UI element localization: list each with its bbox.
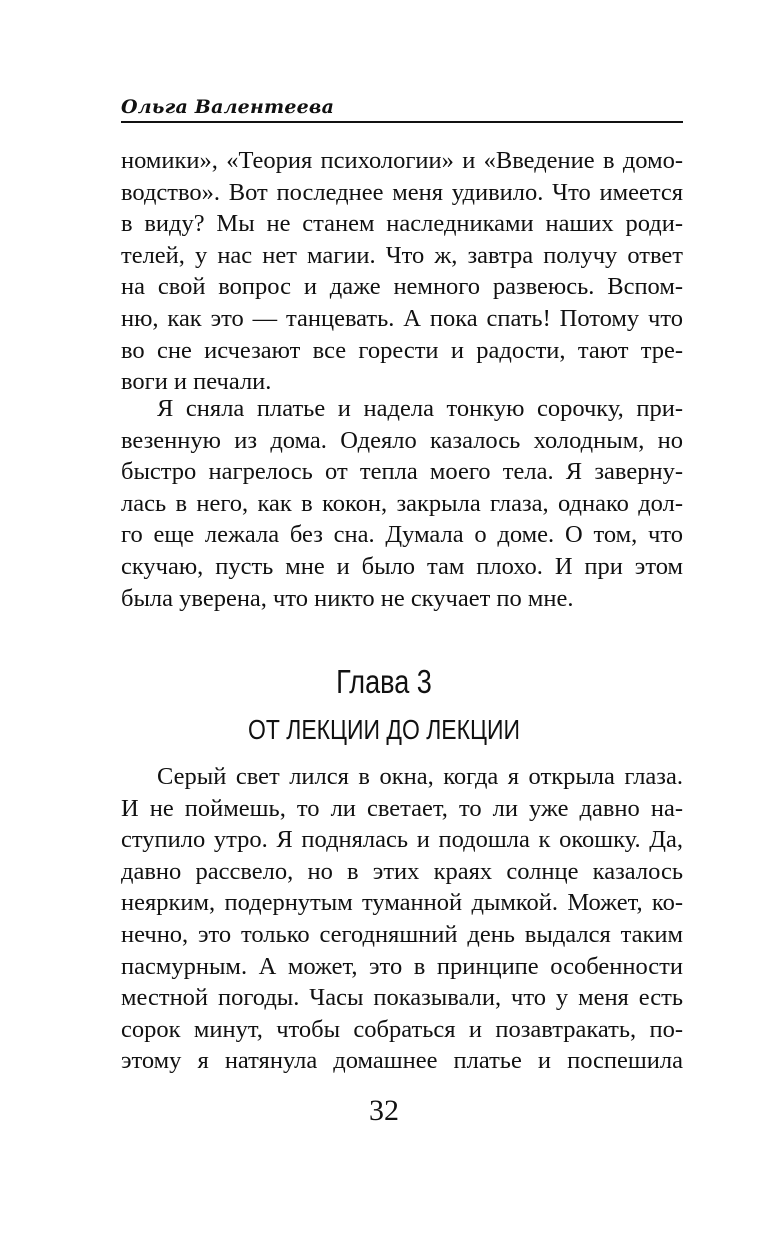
header-rule — [121, 121, 683, 123]
text-line: ступило утро. Я поднялась и подошла к окошку. Да, — [121, 826, 683, 854]
text-line: пасмурным. А может, это в принципе особенности — [121, 952, 683, 980]
text-line: сорок минут, чтобы собраться и позавтракать, по- — [121, 1015, 683, 1043]
text-line: ню, как это — танцевать. А пока спать! Потому что — [121, 304, 683, 332]
text-line: в виду? Мы не станем наследниками наших роди- — [121, 210, 683, 238]
text-line: лась в него, как в кокон, закрыла глаза, однако дол- — [121, 489, 683, 517]
text-line: Я сняла платье и надела тонкую сорочку, при- — [157, 395, 683, 422]
text-line: неярким, подернутым туманной дымкой. Может, ко- — [121, 889, 683, 917]
text-line: Серый свет лился в окна, когда я открыла глаза. — [157, 763, 683, 790]
running-header-author: Ольга Валентеева — [121, 96, 335, 118]
text-line: на свой вопрос и даже немного развеюсь. Вспом- — [121, 273, 683, 301]
chapter-title: Глава 3 — [336, 663, 432, 700]
text-line: воги и печали. — [121, 368, 272, 396]
text-line: телей, у нас нет магии. Что ж, завтра получу ответ — [121, 241, 683, 269]
text-line: нечно, это только сегодняшний день выдался таким — [121, 920, 683, 948]
text-line: везенную из дома. Одеяло казалось холодным, но — [121, 426, 683, 454]
text-line: этому я натянула домашнее платье и поспешила — [121, 1047, 683, 1075]
text-line: быстро нагрелось от тепла моего тела. Я заверну- — [121, 458, 683, 486]
text-line: скучаю, пусть мне и было там плохо. И при этом — [121, 552, 683, 580]
text-line: го еще лежала без сна. Думала о доме. О том, что — [121, 521, 683, 549]
text-line: давно рассвело, но в этих краях солнце казалось — [121, 857, 683, 885]
page-number: 32 — [369, 1094, 399, 1127]
text-line: И не поймешь, то ли светает, то ли уже давно на- — [121, 794, 683, 822]
text-line: была уверена, что никто не скучает по мне. — [121, 584, 574, 612]
paragraph — [121, 761, 683, 1077]
paragraph-continued — [121, 145, 683, 398]
text-line: местной погоды. Часы показывали, что у меня есть — [121, 984, 683, 1012]
text-line: водство». Вот последнее меня удивило. Что имеется — [121, 178, 683, 206]
text-line: номики», «Теория психологии» и «Введение в домо- — [121, 147, 683, 174]
chapter-subtitle: ОТ ЛЕКЦИИ ДО ЛЕКЦИИ — [248, 714, 520, 745]
paragraph — [121, 393, 683, 614]
text-line: во сне исчезают все горести и радости, тают тре- — [121, 336, 683, 364]
